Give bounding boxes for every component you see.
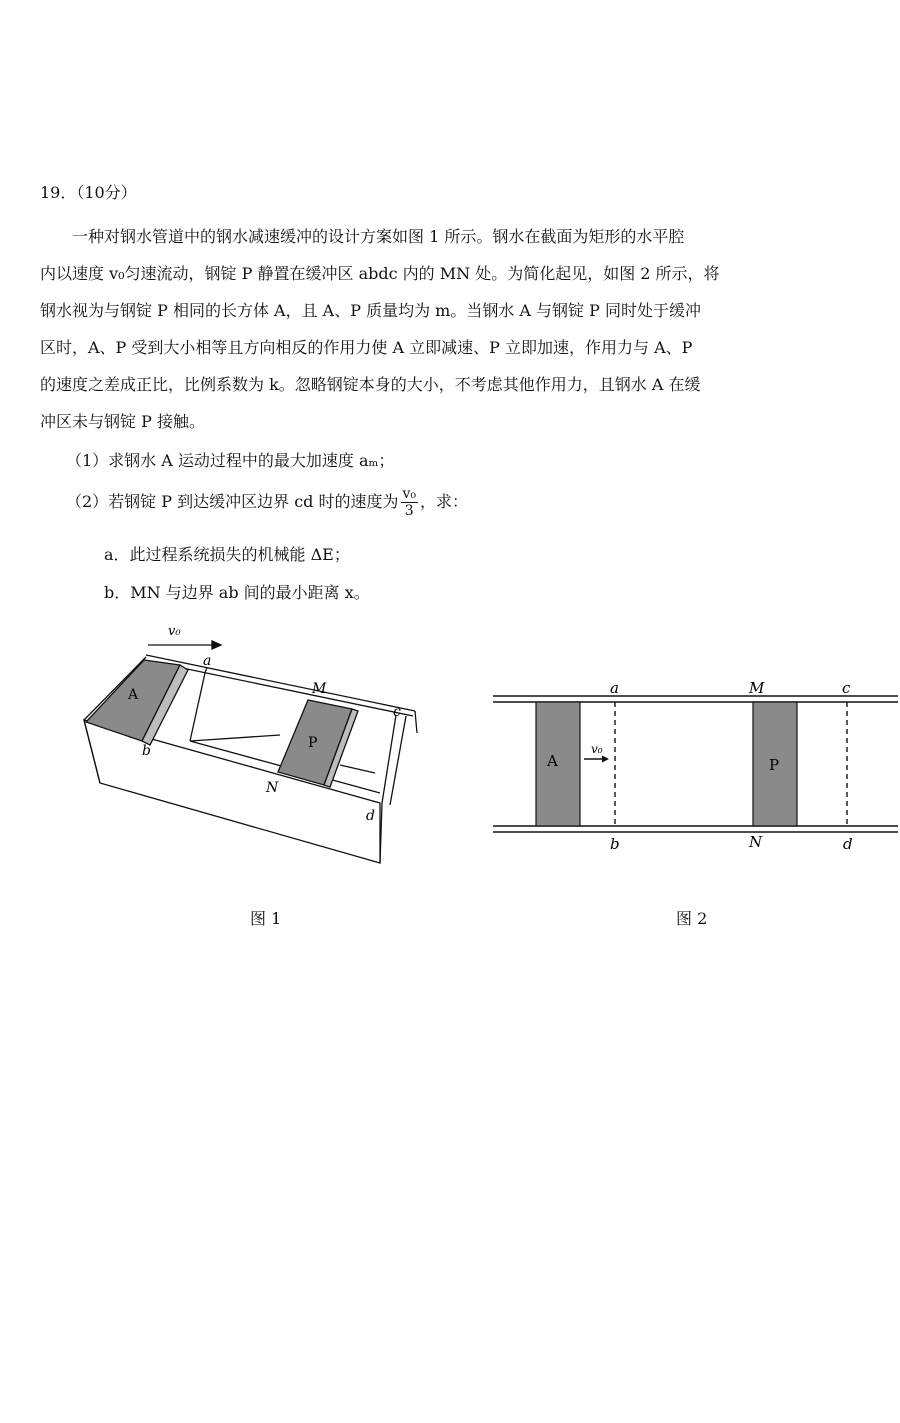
front-left-edge	[84, 720, 100, 783]
right-end	[415, 711, 417, 733]
label-p-block-fig2: P	[769, 756, 780, 774]
figure-2-caption: 图 2	[676, 909, 708, 928]
label-n-fig1: N	[266, 780, 279, 796]
part-1: （1）求钢水 A 运动过程中的最大加速度 aₘ；	[66, 451, 395, 470]
fraction-numerator: v₀	[402, 486, 417, 502]
intro-line-5: 的速度之差成正比，比例系数为 k。忽略钢锭本身的大小，不考虑其他作用力，且钢水 A 在缓	[40, 375, 701, 394]
figure-1-caption: 图 1	[250, 909, 282, 928]
label-v0-fig2: v₀	[591, 742, 603, 756]
velocity-arrowhead	[212, 641, 221, 649]
rail-top-outer	[146, 655, 415, 711]
label-a-block-fig1: A	[128, 687, 139, 703]
floor-right-line	[340, 765, 375, 773]
floor-back-edge	[190, 735, 280, 741]
label-c-fig1: c	[393, 704, 401, 720]
label-b-fig2: b	[610, 835, 620, 853]
question-intro	[40, 218, 860, 440]
label-m-fig1: M	[312, 681, 327, 697]
part-2a: a．此过程系统损失的机械能 ΔE；	[104, 545, 350, 564]
intro-line-1: 一种对钢水管道中的钢水减速缓冲的设计方案如图 1 所示。钢水在截面为矩形的水平腔	[72, 227, 685, 246]
part-2-prefix: （2）若钢锭 P 到达缓冲区边界 cd 时的速度为	[66, 492, 399, 511]
label-b-fig1: b	[142, 743, 151, 759]
label-m-fig2: M	[749, 679, 765, 697]
label-d-fig1: d	[366, 808, 375, 824]
figure-1	[70, 615, 430, 870]
label-v0-fig1: v₀	[168, 624, 181, 639]
fraction	[401, 486, 419, 519]
block-a-fig2	[536, 702, 580, 826]
intro-line-4: 区时，A、P 受到大小相等且方向相反的作用力使 A 立即减速、P 立即加速，作用力与 A、P	[40, 338, 693, 357]
partition-ab-left	[190, 673, 205, 741]
part-2	[66, 486, 468, 519]
partition-cd-left	[382, 715, 396, 803]
label-p-block-fig1: P	[308, 735, 318, 751]
partition-cd-right	[390, 716, 406, 805]
velocity-arrowhead-fig2	[602, 756, 609, 763]
figure-2	[490, 675, 900, 860]
part-2b: b．MN 与边界 ab 间的最小距离 x。	[104, 583, 370, 602]
part-2-suffix: ，求：	[420, 492, 469, 511]
label-n-fig2: N	[749, 833, 763, 851]
fraction-denominator: 3	[404, 503, 414, 519]
label-a-fig2: a	[610, 679, 619, 697]
intro-line-3: 钢水视为与钢锭 P 相同的长方体 A，且 A、P 质量均为 m。当钢水 A 与钢锭 P 同时处于缓冲	[40, 301, 701, 320]
intro-line-6: 冲区未与钢锭 P 接触。	[40, 412, 205, 431]
label-a-fig1: a	[203, 653, 212, 669]
label-a-block-fig2: A	[547, 752, 558, 770]
question-number: 19．（10分）	[40, 183, 137, 202]
label-c-fig2: c	[842, 679, 851, 697]
label-d-fig2: d	[843, 835, 853, 853]
intro-line-2: 内以速度 v₀匀速流动，钢锭 P 静置在缓冲区 abdc 内的 MN 处。为简化起见，如图 2 所示，将	[40, 264, 720, 283]
